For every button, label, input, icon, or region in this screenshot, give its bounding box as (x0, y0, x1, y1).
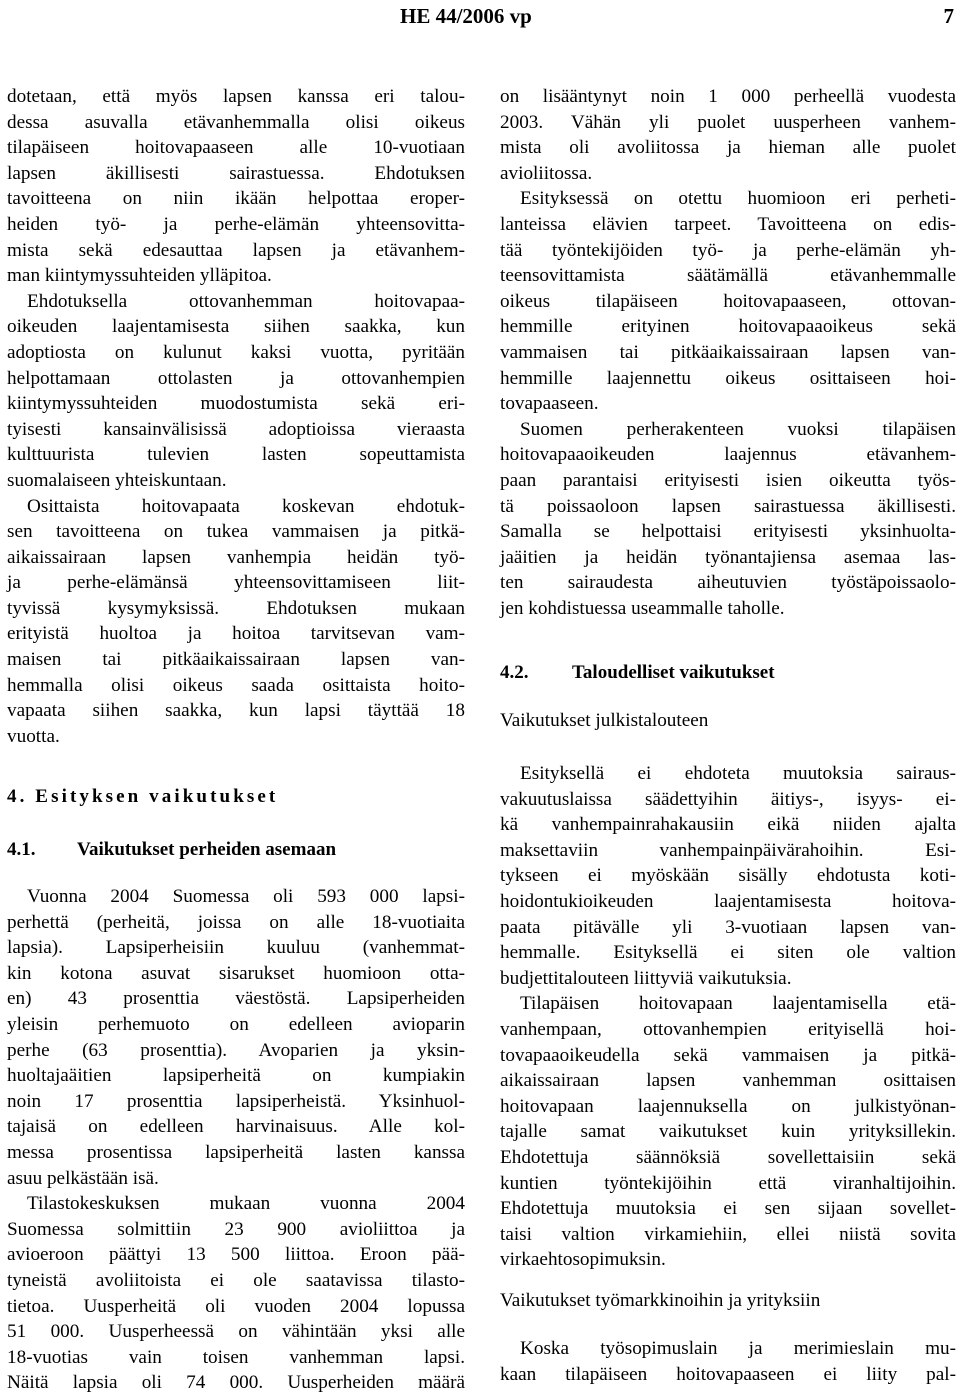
paragraph-adoption (7, 289, 465, 494)
text-line: kä vanhempainrahakausiin eikä niiden ajalta (500, 814, 956, 836)
text-line: mista sekä edesauttaa lapsen ja etävanhem- (7, 239, 465, 261)
right-column (500, 84, 956, 621)
right-column-bottom (500, 1336, 956, 1387)
text-line: kaan tilapäiseen hoitovapaaseen ei liity pal- (500, 1363, 956, 1385)
text-line: Suomen perherakenteen vuoksi tilapäisen (520, 418, 956, 440)
document-title: HE 44/2006 vp (400, 4, 532, 28)
text-line: hemmalle. Esityksellä ei siten ole valtion (500, 942, 956, 964)
text-line: maisen tai pitkäaikaissairaan lapsen van- (7, 649, 465, 671)
text-line: lapsen äkillisesti sairastuessa. Ehdotuksen (7, 162, 465, 184)
text-line: budjettitalouteen liittyviä vaikutuksia. (500, 967, 792, 989)
text-line: tovapaaseen. (500, 393, 599, 415)
text-line: vanhempaan, ottovanhempien erityisellä hoi- (500, 1018, 956, 1040)
text-line: ja perhe-elämänsä yhteensovittamiseen liit- (7, 572, 465, 594)
paragraph-employment-law (500, 1336, 956, 1387)
text-line: avioeroon päättyi 13 500 liittoa. Eroon pää- (7, 1244, 465, 1266)
text-line: Tilapäisen hoitovapaan laajentamisella etä- (520, 993, 956, 1015)
paragraph-partial-leave (7, 494, 465, 750)
paragraph-family-situations (500, 186, 956, 416)
text-line: Esityksellä ei ehdoteta muutoksia sairaus- (520, 763, 956, 784)
text-line: kiintymyssuhteiden muodostumista sekä eri- (7, 393, 465, 415)
text-line: vammaisen tai pitkäaikaissairaan lapsen van- (500, 341, 956, 363)
text-line: tykseen ei myöskään sisälly ehdotusta koti- (500, 865, 956, 887)
section-heading-4-1 (7, 839, 336, 861)
text-line: kuntien työntekijöihin että viranhaltijoihin. (500, 1172, 956, 1194)
text-line: Ehdotettuja muutoksia ei sen sijaan sovellet- (500, 1198, 956, 1220)
page-number: 7 (943, 4, 954, 28)
text-line: Vuonna 2004 Suomessa oli 593 000 lapsi- (27, 886, 465, 907)
section-number: 4.2. (500, 662, 529, 683)
section-heading-4-2 (500, 662, 775, 684)
text-line: noin 17 prosenttia lapsiperheistä. Yksinhuol- (7, 1090, 465, 1112)
text-line: 51 000. Uusperheessä on vähintään yksi alle (7, 1321, 465, 1343)
text-line: hoidontukioikeuden laajentamisesta hoitova- (500, 890, 956, 912)
section-heading-4: 4. Esityksen vaikutukset (7, 786, 279, 807)
text-line: mista oli avoliitossa ja hieman alle puolet (500, 137, 956, 159)
text-line: tyneistä avoliitoista ei ole saatavissa tilasto- (7, 1269, 465, 1291)
text-line: Osittaista hoitovapaata koskevan ehdotuk- (27, 495, 465, 517)
text-line: teensovittamista säätämällä etävanhemmalle (500, 265, 956, 287)
section-title: Taloudelliset vaikutukset (572, 662, 775, 683)
text-line: on lisääntynyt noin 1 000 perheellä vuodesta (500, 86, 956, 107)
text-line: huoltajaäitien lapsiperheitä on kumpiakin (7, 1065, 465, 1087)
text-line: oikeuden laajentamisesta siihen saakka, kun (7, 316, 465, 338)
text-line: adoptiosta on kulunut kaksi vuotta, pyritään (7, 341, 465, 363)
left-column (7, 84, 465, 749)
text-line: Ehdotettuja säännöksiä sovellettaisiin sekä (500, 1146, 956, 1168)
text-line: kulttuurista tulevien lasten sopeuttamista (7, 444, 465, 466)
text-line: erityistä huoltoa ja hoitoa tarvitsevan vam- (7, 623, 465, 645)
text-line: suomalaiseen yhteiskuntaan. (7, 469, 227, 491)
text-line: oikeus tilapäiseen hoitovapaaseen, ottovan- (500, 290, 956, 312)
subheading-public-finances: Vaikutukset julkistalouteen (500, 710, 709, 731)
text-line: sen tavoitteena on tukea vammaisen ja pitkä- (7, 521, 465, 543)
text-line: jaäitien ja heidän työnantajiensa asemaa las- (500, 546, 956, 568)
text-line: tä poissaoloon lapsen sairastuessa äkillisesti. (500, 495, 956, 517)
paragraph-family-statistics (7, 884, 465, 1191)
text-line: hemmille erityinen hoitovapaaoikeus sekä (500, 316, 956, 338)
text-line: messa prosentissa lapsiperheitä lasten kanssa (7, 1141, 465, 1163)
text-line: aikaissairaan lapsen vanhemman osittaisen (500, 1070, 956, 1092)
text-line: lanteissa elävien tarpeet. Tavoitteena on edis- (500, 213, 956, 235)
page-header (0, 0, 960, 34)
text-line: tilapäiseen hoitovapaaseen alle 10-vuotiaan (7, 137, 465, 159)
text-line: kin kotona asuvat sisarukset huomioon otta- (7, 962, 465, 984)
text-line: yleisin perhemuoto on edelleen avioparin (7, 1013, 465, 1035)
text-line: asuu pelkästään isä. (7, 1167, 159, 1189)
text-line: heiden työ- ja perhe-elämän yhteensovitta- (7, 213, 465, 235)
text-line: man kiintymyssuhteiden ylläpitoa. (7, 265, 272, 287)
text-line: Ehdotuksella ottovanhemman hoitovapaa- (27, 290, 465, 312)
text-line: vapaata siihen saakka, kun lapsi täyttää 18 (7, 700, 465, 722)
paragraph-intro-continued (7, 84, 465, 289)
text-line: tyisesti kansainvälisissä adoptioissa vieraasta (7, 418, 465, 440)
text-line: perhettä (perheitä, joissa on alle 18-vuotiaita (7, 911, 465, 933)
paragraph-stepfamilies-continued (500, 84, 956, 186)
text-line: hoitovapaaoikeuden laajennus etävanhem- (500, 444, 956, 466)
text-line: Suomessa solmittiin 23 900 avioliittoa ja (7, 1218, 465, 1240)
text-line: dotetaan, että myös lapsen kanssa eri talou- (7, 86, 465, 107)
text-line: vuotta. (7, 725, 60, 747)
text-line: tyvissä kysymyksissä. Ehdotuksen mukaan (7, 597, 465, 619)
text-line: hoitovapaan laajennuksella on julkistyönan- (500, 1095, 956, 1117)
paragraph-public-employer (500, 991, 956, 1273)
text-line: paan parantaisi erityisesti isien oikeutta työs- (500, 469, 956, 491)
text-line: tovapaaoikeudella sekä vammaisen ja pitkä- (500, 1044, 956, 1066)
text-line: paata pitävälle yli 3-vuotiaan lapsen van- (500, 916, 956, 938)
text-line: aikaissairaan lapsen vanhempia heidän työ- (7, 546, 465, 568)
left-column-lower (7, 884, 465, 1396)
text-line: 18-vuotias vain toisen vanhemman lapsi. (7, 1346, 465, 1368)
text-line: tietoa. Uusperheitä oli vuoden 2004 lopussa (7, 1295, 465, 1317)
text-line: tää työntekijöiden työ- ja perhe-elämän yh- (500, 239, 956, 261)
text-line: helpottamaan ottolasten ja ottovanhempien (7, 367, 465, 389)
paragraph-marriage-statistics (7, 1191, 465, 1396)
text-line: tajalle samat vaikutukset kuin yrityksillekin. (500, 1121, 956, 1143)
text-line: en) 43 prosenttia väestöstä. Lapsiperheiden (7, 988, 465, 1010)
text-line: dessa asuvalla etävanhemmalla olisi oikeus (7, 111, 465, 133)
text-line: Samalla se helpottaisi erityisesti yksinhuolta- (500, 521, 956, 543)
text-line: maksettaviin vanhempainpäivärahoihin. Esi- (500, 839, 956, 861)
text-line: jen kohdistuessa useammalle taholle. (500, 597, 785, 619)
paragraph-no-benefit-changes (500, 761, 956, 991)
text-line: Esityksessä on otettu huomioon eri perheti- (520, 188, 956, 210)
text-line: virkaehtosopimuksin. (500, 1249, 666, 1271)
section-title: Vaikutukset perheiden asemaan (77, 839, 337, 860)
text-line: ten sairaudesta aiheutuvien työstäpoissaolo- (500, 572, 956, 594)
text-line: Tilastokeskuksen mukaan vuonna 2004 (27, 1193, 465, 1215)
section-number: 4.1. (7, 839, 36, 860)
text-line: 2003. Vähän yli puolet uusperheen vanhem- (500, 111, 956, 133)
text-line: perhe (63 prosenttia). Avoparien ja yksin- (7, 1039, 465, 1061)
text-line: tajaisä on edelleen harvinaisuus. Alle kol- (7, 1116, 465, 1138)
text-line: hemmalla olisi oikeus saada osittaista hoito- (7, 674, 465, 696)
text-line: tavoitteena on niin ikään helpottaa eroper- (7, 188, 465, 210)
text-line: hemmille laajennettu oikeus osittaiseen hoi- (500, 367, 956, 389)
right-column-lower (500, 761, 956, 1273)
text-line: Koska työsopimuslain ja merimieslain mu- (520, 1338, 956, 1359)
text-line: taisi valtion virkamiehiin, ellei niistä sovita (500, 1223, 956, 1245)
text-line: Näitä lapsia oli 74 000. Uusperheiden määrä (7, 1372, 465, 1394)
text-line: avioliitossa. (500, 162, 593, 184)
text-line: lapsia). Lapsiperheisiin kuuluu (vanhemmat- (7, 937, 465, 959)
subheading-labour-markets: Vaikutukset työmarkkinoihin ja yrityksiin (500, 1290, 821, 1311)
text-line: vakuutuslaissa säädettyihin äitiys-, isyys- ei- (500, 788, 956, 810)
paragraph-family-structure (500, 417, 956, 622)
